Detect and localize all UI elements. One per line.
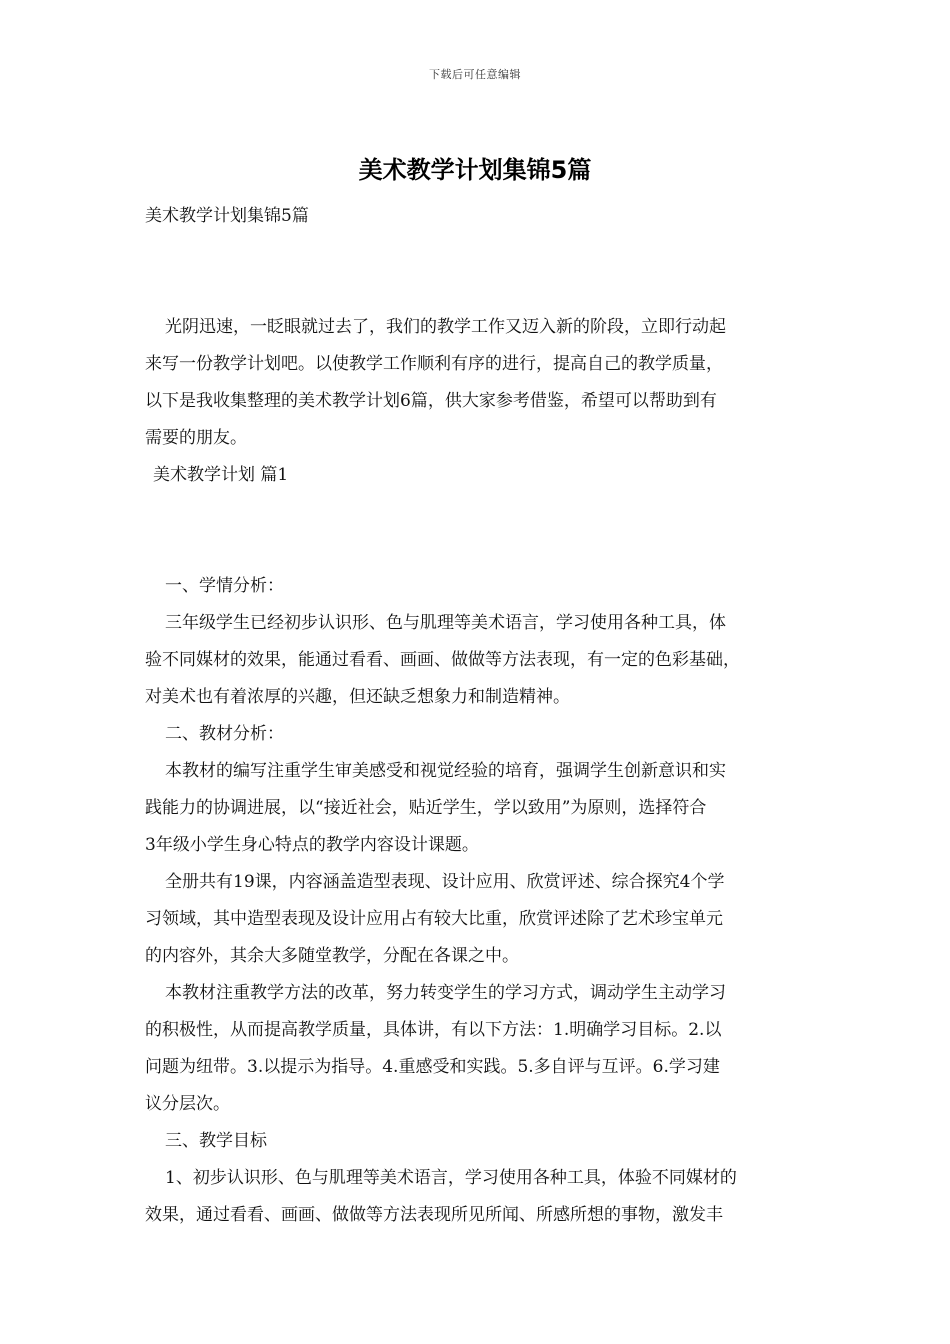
p4-line-1: 本教材注重教学方法的改革，努力转变学生的学习方式，调动学生主动学习 bbox=[165, 983, 726, 1003]
p1-line-2: 验不同媒材的效果，能通过看看、画画、做做等方法表现，有一定的色彩基础， bbox=[145, 650, 740, 670]
p2-line-2: 践能力的协调进展，以“接近社会，贴近学生，学以致用”为原则，选择符合 bbox=[145, 798, 707, 818]
intro-line-3: 以下是我收集整理的美术教学计划6篇，供大家参考借鉴，希望可以帮助到有 bbox=[145, 391, 717, 411]
spacer bbox=[145, 494, 817, 568]
subtitle-line: 美术教学计划集锦5篇 bbox=[145, 206, 309, 226]
p3-line-2: 习领域，其中造型表现及设计应用占有较大比重，欣赏评述除了艺术珍宝单元 bbox=[145, 909, 723, 929]
p1-line-3: 对美术也有着浓厚的兴趣，但还缺乏想象力和制造精神。 bbox=[145, 687, 570, 707]
document-body bbox=[145, 198, 817, 1234]
p1-line-1: 三年级学生已经初步认识形、色与肌理等美术语言，学习使用各种工具，体 bbox=[165, 613, 726, 633]
p5-line-2: 效果，通过看看、画画、做做等方法表现所见所闻、所感所想的事物，激发丰 bbox=[145, 1205, 723, 1225]
document-title: 美术教学计划集锦5篇 bbox=[358, 156, 592, 184]
p4-line-2: 的积极性，从而提高教学质量，具体讲，有以下方法：1.明确学习目标。2.以 bbox=[145, 1020, 722, 1040]
spacer bbox=[145, 235, 817, 309]
p4-line-3: 问题为纽带。3.以提示为指导。4.重感受和实践。5.多自评与互评。6.学习建 bbox=[145, 1057, 720, 1077]
p3-line-3: 的内容外，其余大多随堂教学，分配在各课之中。 bbox=[145, 946, 519, 966]
heading-teaching-goals: 三、教学目标 bbox=[165, 1131, 267, 1151]
p4-line-4: 议分层次。 bbox=[145, 1094, 230, 1114]
heading-textbook-analysis: 二、教材分析： bbox=[165, 724, 284, 744]
p3-line-1: 全册共有19课，内容涵盖造型表现、设计应用、欣赏评述、综合探究4个学 bbox=[165, 872, 725, 892]
p2-line-3: 3年级小学生身心特点的教学内容设计课题。 bbox=[145, 835, 479, 855]
heading-student-analysis: 一、学情分析： bbox=[165, 576, 284, 596]
intro-line-1: 光阴迅速，一眨眼就过去了，我们的教学工作又迈入新的阶段，立即行动起 bbox=[165, 317, 726, 337]
intro-line-2: 来写一份教学计划吧。以使教学工作顺利有序的进行，提高自己的教学质量， bbox=[145, 354, 723, 374]
section-heading: 美术教学计划 篇1 bbox=[153, 465, 289, 485]
p5-line-1: 1、初步认识形、色与肌理等美术语言，学习使用各种工具，体验不同媒材的 bbox=[165, 1168, 737, 1188]
p2-line-1: 本教材的编写注重学生审美感受和视觉经验的培育，强调学生创新意识和实 bbox=[165, 761, 726, 781]
intro-line-4: 需要的朋友。 bbox=[145, 428, 247, 448]
header-note: 下载后可任意编辑 bbox=[429, 68, 521, 81]
